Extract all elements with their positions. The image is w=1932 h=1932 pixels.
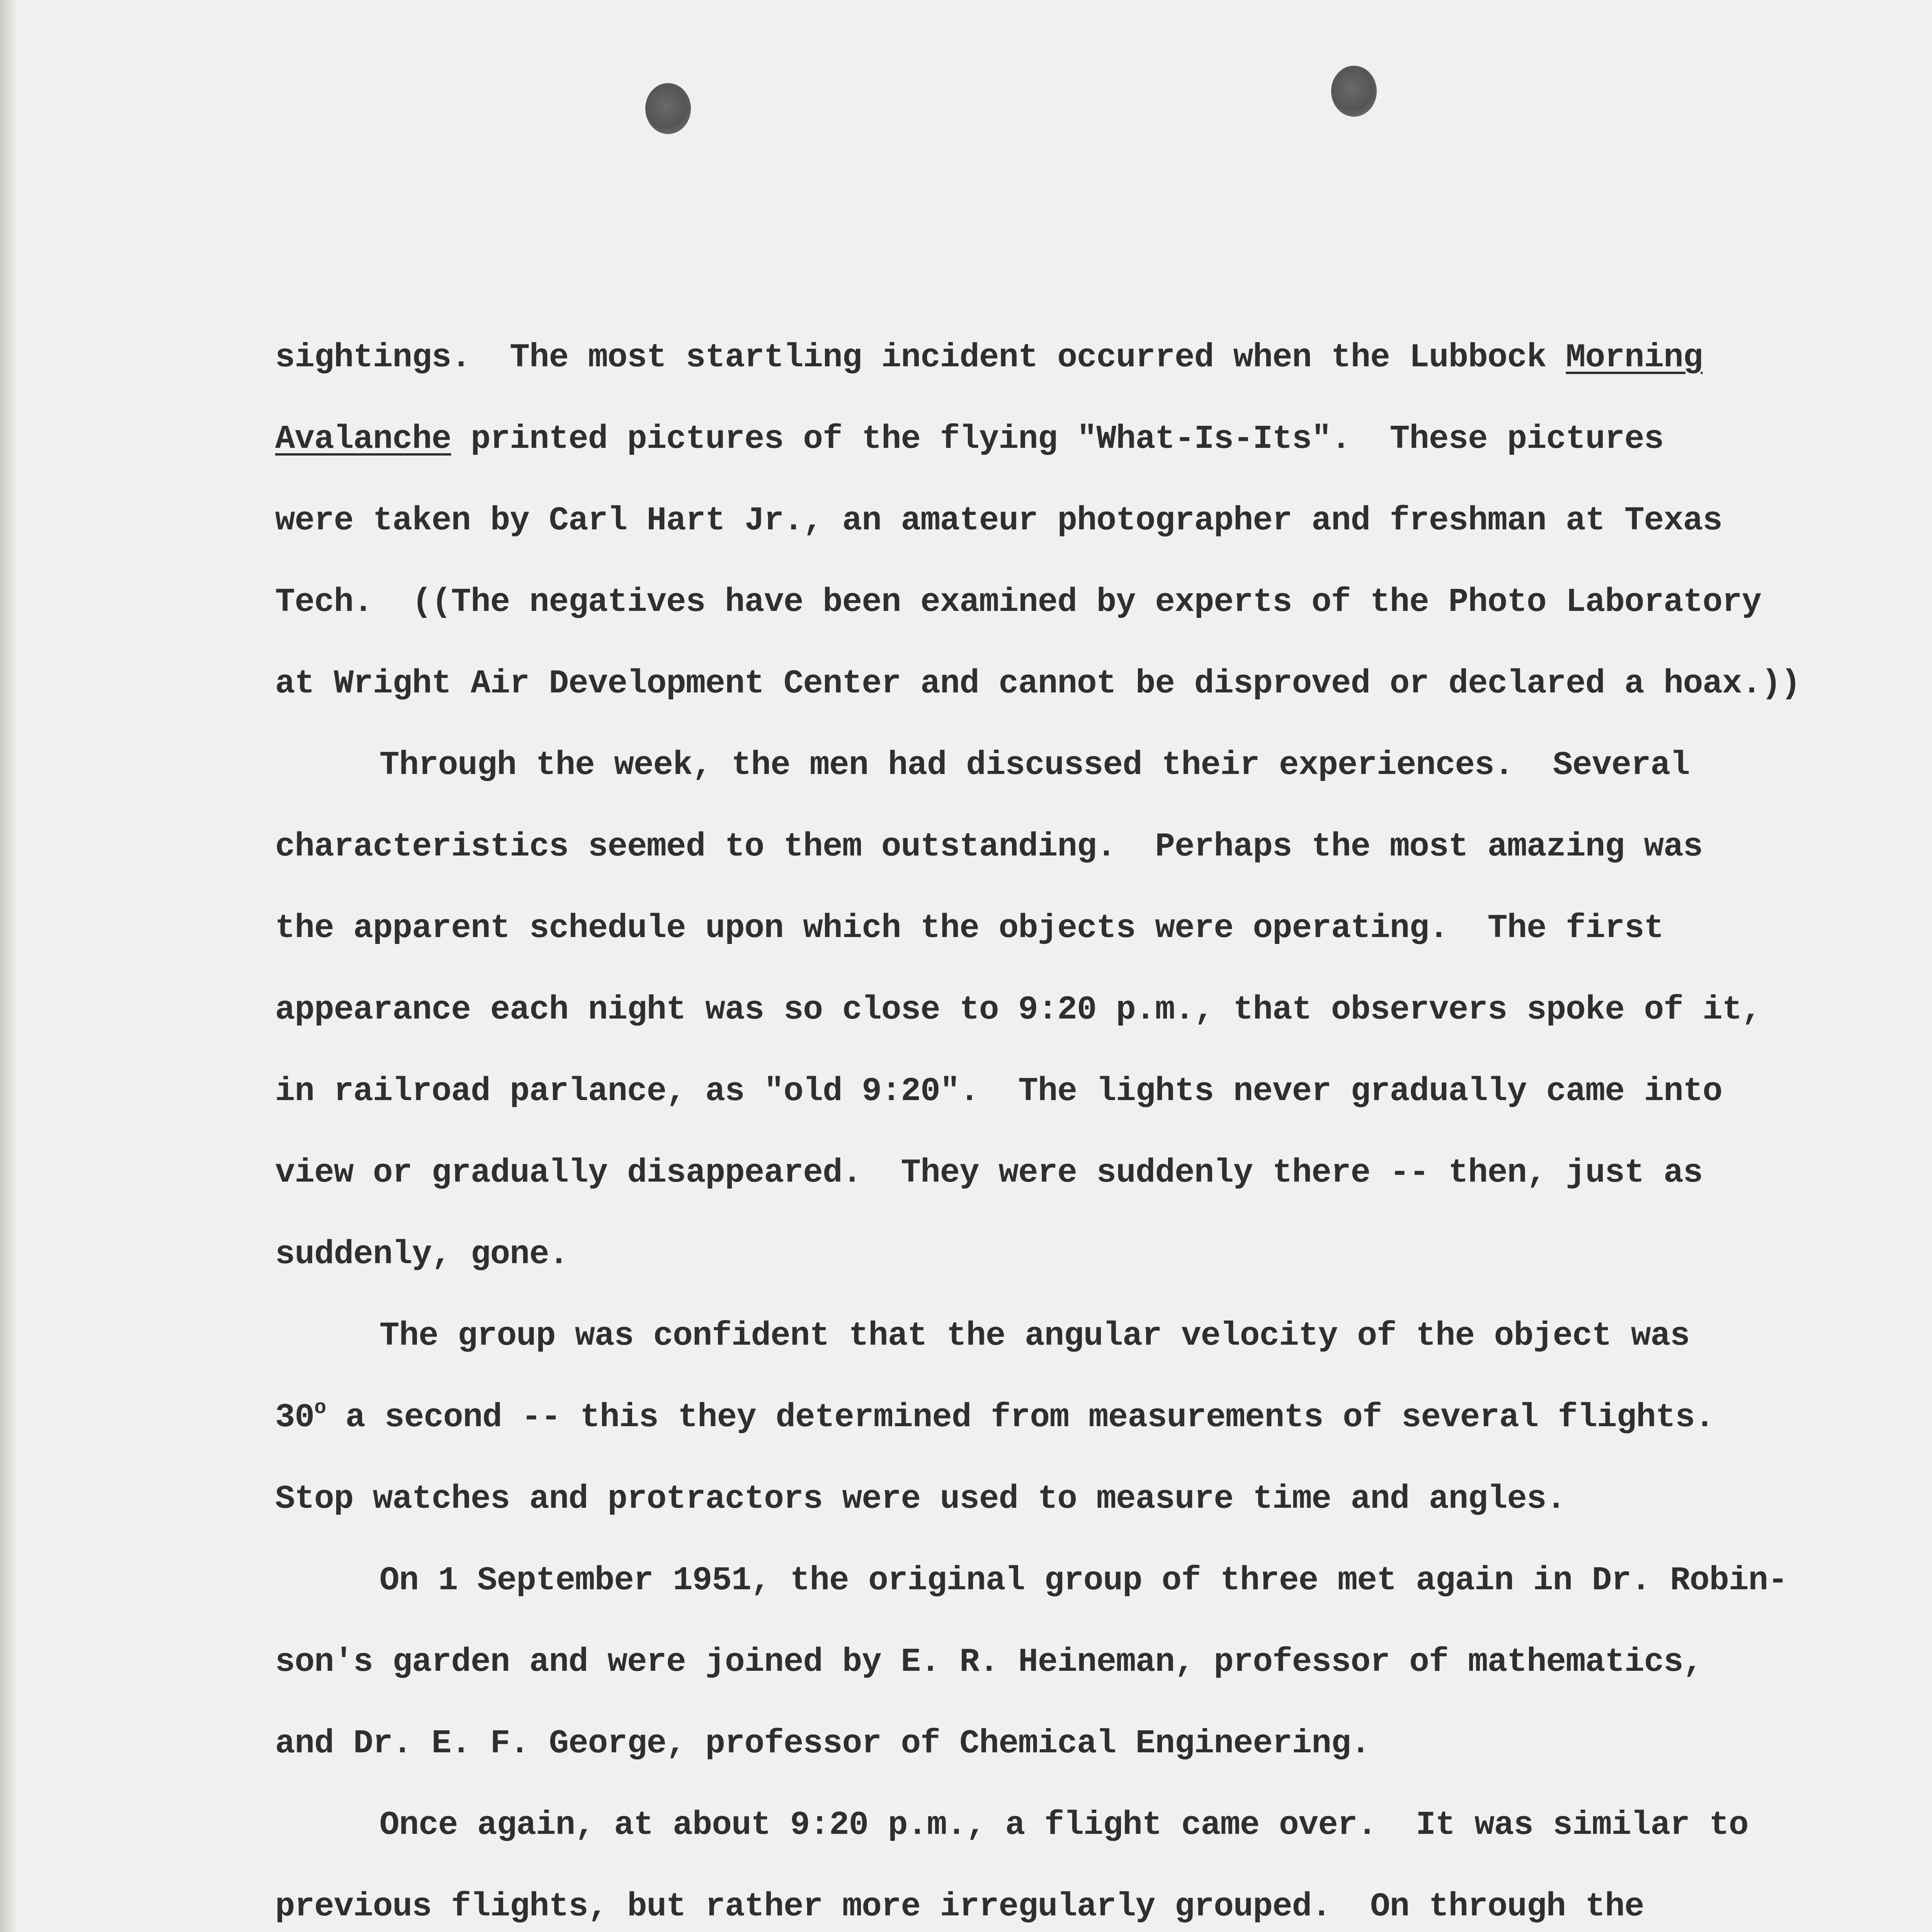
paragraph-first-line: Through the week, the men had discussed their experiences. Several: [379, 746, 1690, 784]
text-line: in railroad parlance, as "old 9:20". The lights never gradually came into: [275, 1072, 1723, 1110]
page-left-edge-shadow: [0, 0, 15, 1932]
text-line: at Wright Air Development Center and cannot be disproved or declared a hoax.)): [275, 665, 1801, 702]
underlined-word: Morning: [1566, 338, 1703, 376]
paragraph-first-line: Once again, at about 9:20 p.m., a flight came over. It was similar to: [379, 1806, 1748, 1844]
underlined-word: Avalanche: [275, 420, 451, 458]
text-line: characteristics seemed to them outstanding. Perhaps the most amazing was: [275, 828, 1703, 866]
text-line: Avalanche printed pictures of the flying "What-Is-Its". These pictures: [275, 420, 1664, 458]
text-line: Tech. ((The negatives have been examined by experts of the Photo Laboratory: [275, 583, 1762, 621]
degree-sign: o: [314, 1396, 326, 1419]
text-line: view or gradually disappeared. They were suddenly there -- then, just as: [275, 1154, 1703, 1192]
text-line: the apparent schedule upon which the objects were operating. The first: [275, 909, 1664, 947]
text-line: previous flights, but rather more irregularly grouped. On through the: [275, 1888, 1644, 1925]
text-line: and Dr. E. F. George, professor of Chemical Engineering.: [275, 1725, 1371, 1762]
text-line: appearance each night was so close to 9:20 p.m., that observers spoke of it,: [275, 991, 1762, 1029]
text-line: son's garden and were joined by E. R. Heineman, professor of mathematics,: [275, 1643, 1703, 1681]
text-line: 30$^o$ a second -- this they determined from measurements of several flights.: [275, 1396, 1714, 1436]
angle-value: 30: [275, 1398, 315, 1436]
typed-body-text: [275, 317, 1932, 1932]
text-line: sightings. The most startling incident occurred when the Lubbock Morning: [275, 338, 1703, 376]
text-line: were taken by Carl Hart Jr., an amateur photographer and freshman at Texas: [275, 502, 1723, 539]
paragraph-first-line: The group was confident that the angular velocity of the object was: [379, 1317, 1690, 1355]
punch-hole-left: [645, 83, 691, 134]
text-line: Stop watches and protractors were used to measure time and angles.: [275, 1480, 1566, 1518]
paragraph-first-line: On 1 September 1951, the original group of three met again in Dr. Robin-: [379, 1561, 1787, 1599]
text-line: suddenly, gone.: [275, 1235, 569, 1273]
punch-hole-right: [1331, 66, 1377, 117]
